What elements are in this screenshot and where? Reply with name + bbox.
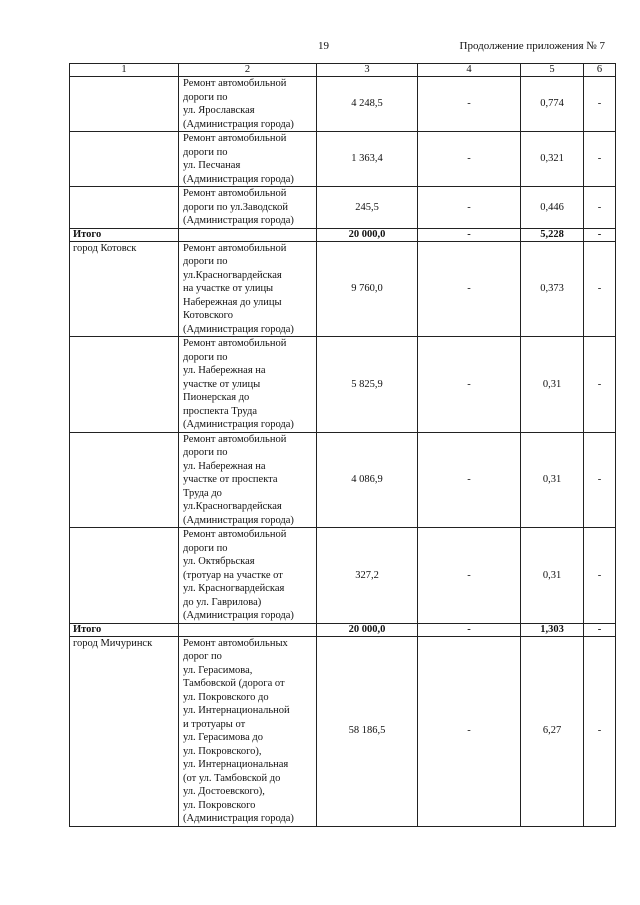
column-4-text: - — [467, 228, 471, 240]
column-6-text: - — [597, 228, 602, 240]
amount-text: 58 186,5 — [348, 725, 386, 737]
length-text: 0,31 — [542, 474, 562, 485]
column-4-cell — [418, 77, 521, 132]
column-6-text: - — [597, 153, 602, 165]
table-row — [70, 636, 616, 826]
column-6-cell — [584, 228, 616, 241]
column-6-text: - — [597, 378, 602, 390]
amount-text: 1 363,4 — [351, 153, 383, 165]
column-6-cell — [584, 241, 616, 337]
work-description-text: Ремонт автомобильной дороги по ул. Ярославская (Администрация города) — [183, 78, 294, 130]
column-4-text: - — [467, 201, 471, 213]
column-4-cell — [418, 623, 521, 636]
length-cell — [521, 623, 584, 636]
municipality-cell — [70, 132, 179, 187]
column-4-text: - — [467, 569, 471, 581]
column-4-text: - — [467, 98, 471, 110]
amount-text: 5 825,9 — [351, 378, 383, 390]
length-cell — [521, 77, 584, 132]
column-6-text: - — [597, 201, 602, 213]
column-4-text: - — [467, 725, 471, 737]
column-4-text: - — [467, 153, 471, 165]
length-text: 0,774 — [540, 98, 564, 110]
length-text: 0,446 — [540, 201, 564, 213]
column-4-cell — [418, 187, 521, 229]
work-description-cell — [179, 623, 317, 636]
page-header — [0, 40, 640, 56]
amount-text: 4 086,9 — [351, 474, 383, 485]
continuation-note: Продолжение приложения № 7 — [459, 40, 605, 52]
length-text: 6,27 — [542, 725, 562, 737]
column-6-cell — [584, 636, 616, 826]
column-6-cell — [584, 528, 616, 624]
amount-text: 9 760,0 — [351, 283, 383, 294]
column-header: 5 — [521, 64, 584, 77]
table-header-row — [70, 64, 616, 77]
municipality-text: Итого — [73, 228, 102, 240]
municipality-cell — [70, 636, 179, 826]
amount-cell — [317, 132, 418, 187]
work-description-cell — [179, 132, 317, 187]
length-cell — [521, 228, 584, 241]
column-4-cell — [418, 132, 521, 187]
table-row — [70, 241, 616, 337]
column-4-cell — [418, 337, 521, 433]
page-number: 19 — [318, 40, 329, 52]
column-4-text: - — [467, 378, 471, 390]
column-4-text: - — [467, 283, 471, 294]
column-6-cell — [584, 187, 616, 229]
table-row — [70, 77, 616, 132]
municipality-cell — [70, 623, 179, 636]
column-header: 4 — [418, 64, 521, 77]
work-description-cell — [179, 228, 317, 241]
table-row — [70, 528, 616, 624]
work-description-cell — [179, 337, 317, 433]
municipality-cell — [70, 432, 179, 528]
appendix-table — [69, 63, 616, 827]
length-cell — [521, 636, 584, 826]
amount-cell — [317, 432, 418, 528]
amount-cell — [317, 187, 418, 229]
amount-text: 245,5 — [355, 201, 379, 213]
amount-text: 4 248,5 — [351, 98, 383, 110]
work-description-cell — [179, 241, 317, 337]
length-text: 0,31 — [542, 569, 562, 581]
work-description-cell — [179, 432, 317, 528]
column-header: 1 — [70, 64, 179, 77]
amount-cell — [317, 528, 418, 624]
table-row — [70, 432, 616, 528]
municipality-text: город Котовск — [73, 242, 137, 254]
column-4-cell — [418, 636, 521, 826]
column-6-text: - — [597, 725, 602, 737]
work-description-text: Ремонт автомобильной дороги по ул. Набережная на участке от проспекта Труда до ул.Красногвардейская (Администрация города) — [183, 433, 294, 526]
municipality-text: Итого — [73, 623, 102, 635]
table-row — [70, 132, 616, 187]
amount-text: 20 000,0 — [348, 228, 386, 240]
work-description-text: Ремонт автомобильной дороги по ул. Набережная на участке от улицы Пионерская до проспекта Труда (Администрация города) — [183, 338, 294, 430]
amount-cell — [317, 228, 418, 241]
column-6-text: - — [597, 623, 602, 635]
length-cell — [521, 132, 584, 187]
amount-text: 327,2 — [355, 569, 379, 581]
length-cell — [521, 432, 584, 528]
length-cell — [521, 187, 584, 229]
length-cell — [521, 241, 584, 337]
amount-cell — [317, 241, 418, 337]
column-6-text: - — [597, 283, 602, 294]
column-header: 6 — [584, 64, 616, 77]
work-description-cell — [179, 528, 317, 624]
amount-cell — [317, 337, 418, 433]
column-4-text: - — [467, 474, 471, 485]
work-description-cell — [179, 636, 317, 826]
work-description-cell — [179, 187, 317, 229]
length-cell — [521, 528, 584, 624]
municipality-cell — [70, 241, 179, 337]
amount-cell — [317, 77, 418, 132]
table-row — [70, 187, 616, 229]
column-6-cell — [584, 623, 616, 636]
column-4-cell — [418, 432, 521, 528]
column-6-text: - — [597, 98, 602, 110]
column-6-cell — [584, 432, 616, 528]
length-cell — [521, 337, 584, 433]
amount-cell — [317, 636, 418, 826]
work-description-text: Ремонт автомобильной дороги по ул.Красногвардейская на участке от улицы Набережная до улицы Котовского (Администрация города) — [183, 242, 294, 335]
amount-cell — [317, 623, 418, 636]
total-row — [70, 228, 616, 241]
column-header: 2 — [179, 64, 317, 77]
work-description-text: Ремонт автомобильной дороги по ул.Заводской (Администрация города) — [183, 188, 294, 226]
length-text: 0,321 — [540, 153, 564, 165]
municipality-cell — [70, 228, 179, 241]
column-6-text: - — [597, 569, 602, 581]
work-description-text: Ремонт автомобильной дороги по ул. Песчаная (Администрация города) — [183, 133, 294, 185]
column-6-cell — [584, 132, 616, 187]
column-header: 3 — [317, 64, 418, 77]
column-4-text: - — [467, 623, 471, 635]
municipality-text: город Мичуринск — [73, 637, 153, 649]
length-text: 0,31 — [542, 378, 562, 390]
column-4-cell — [418, 241, 521, 337]
municipality-cell — [70, 337, 179, 433]
length-text: 1,303 — [540, 623, 564, 635]
length-text: 0,373 — [540, 283, 564, 294]
column-6-cell — [584, 77, 616, 132]
total-row — [70, 623, 616, 636]
municipality-cell — [70, 528, 179, 624]
column-6-text: - — [597, 474, 602, 485]
municipality-cell — [70, 187, 179, 229]
amount-text: 20 000,0 — [348, 623, 386, 635]
table-body — [70, 77, 616, 827]
column-4-cell — [418, 528, 521, 624]
column-4-cell — [418, 228, 521, 241]
municipality-cell — [70, 77, 179, 132]
column-6-cell — [584, 337, 616, 433]
work-description-text: Ремонт автомобильной дороги по ул. Октябрьская (тротуар на участке от ул. Красногвардейская до ул. Гаврилова) (Администрация города) — [183, 529, 294, 621]
work-description-text: Ремонт автомобильных дорог по ул. Герасимова, Тамбовской (дорога от ул. Покровского до ул. Интернациональной и тротуары от ул. Герасимова до ул. Покровского), ул. Интернациональная (от ул. Тамбовской до ул. Достоевского), ул. Покровского (Администрация города) — [183, 637, 294, 824]
table-row — [70, 337, 616, 433]
length-text: 5,228 — [540, 228, 564, 240]
work-description-cell — [179, 77, 317, 132]
